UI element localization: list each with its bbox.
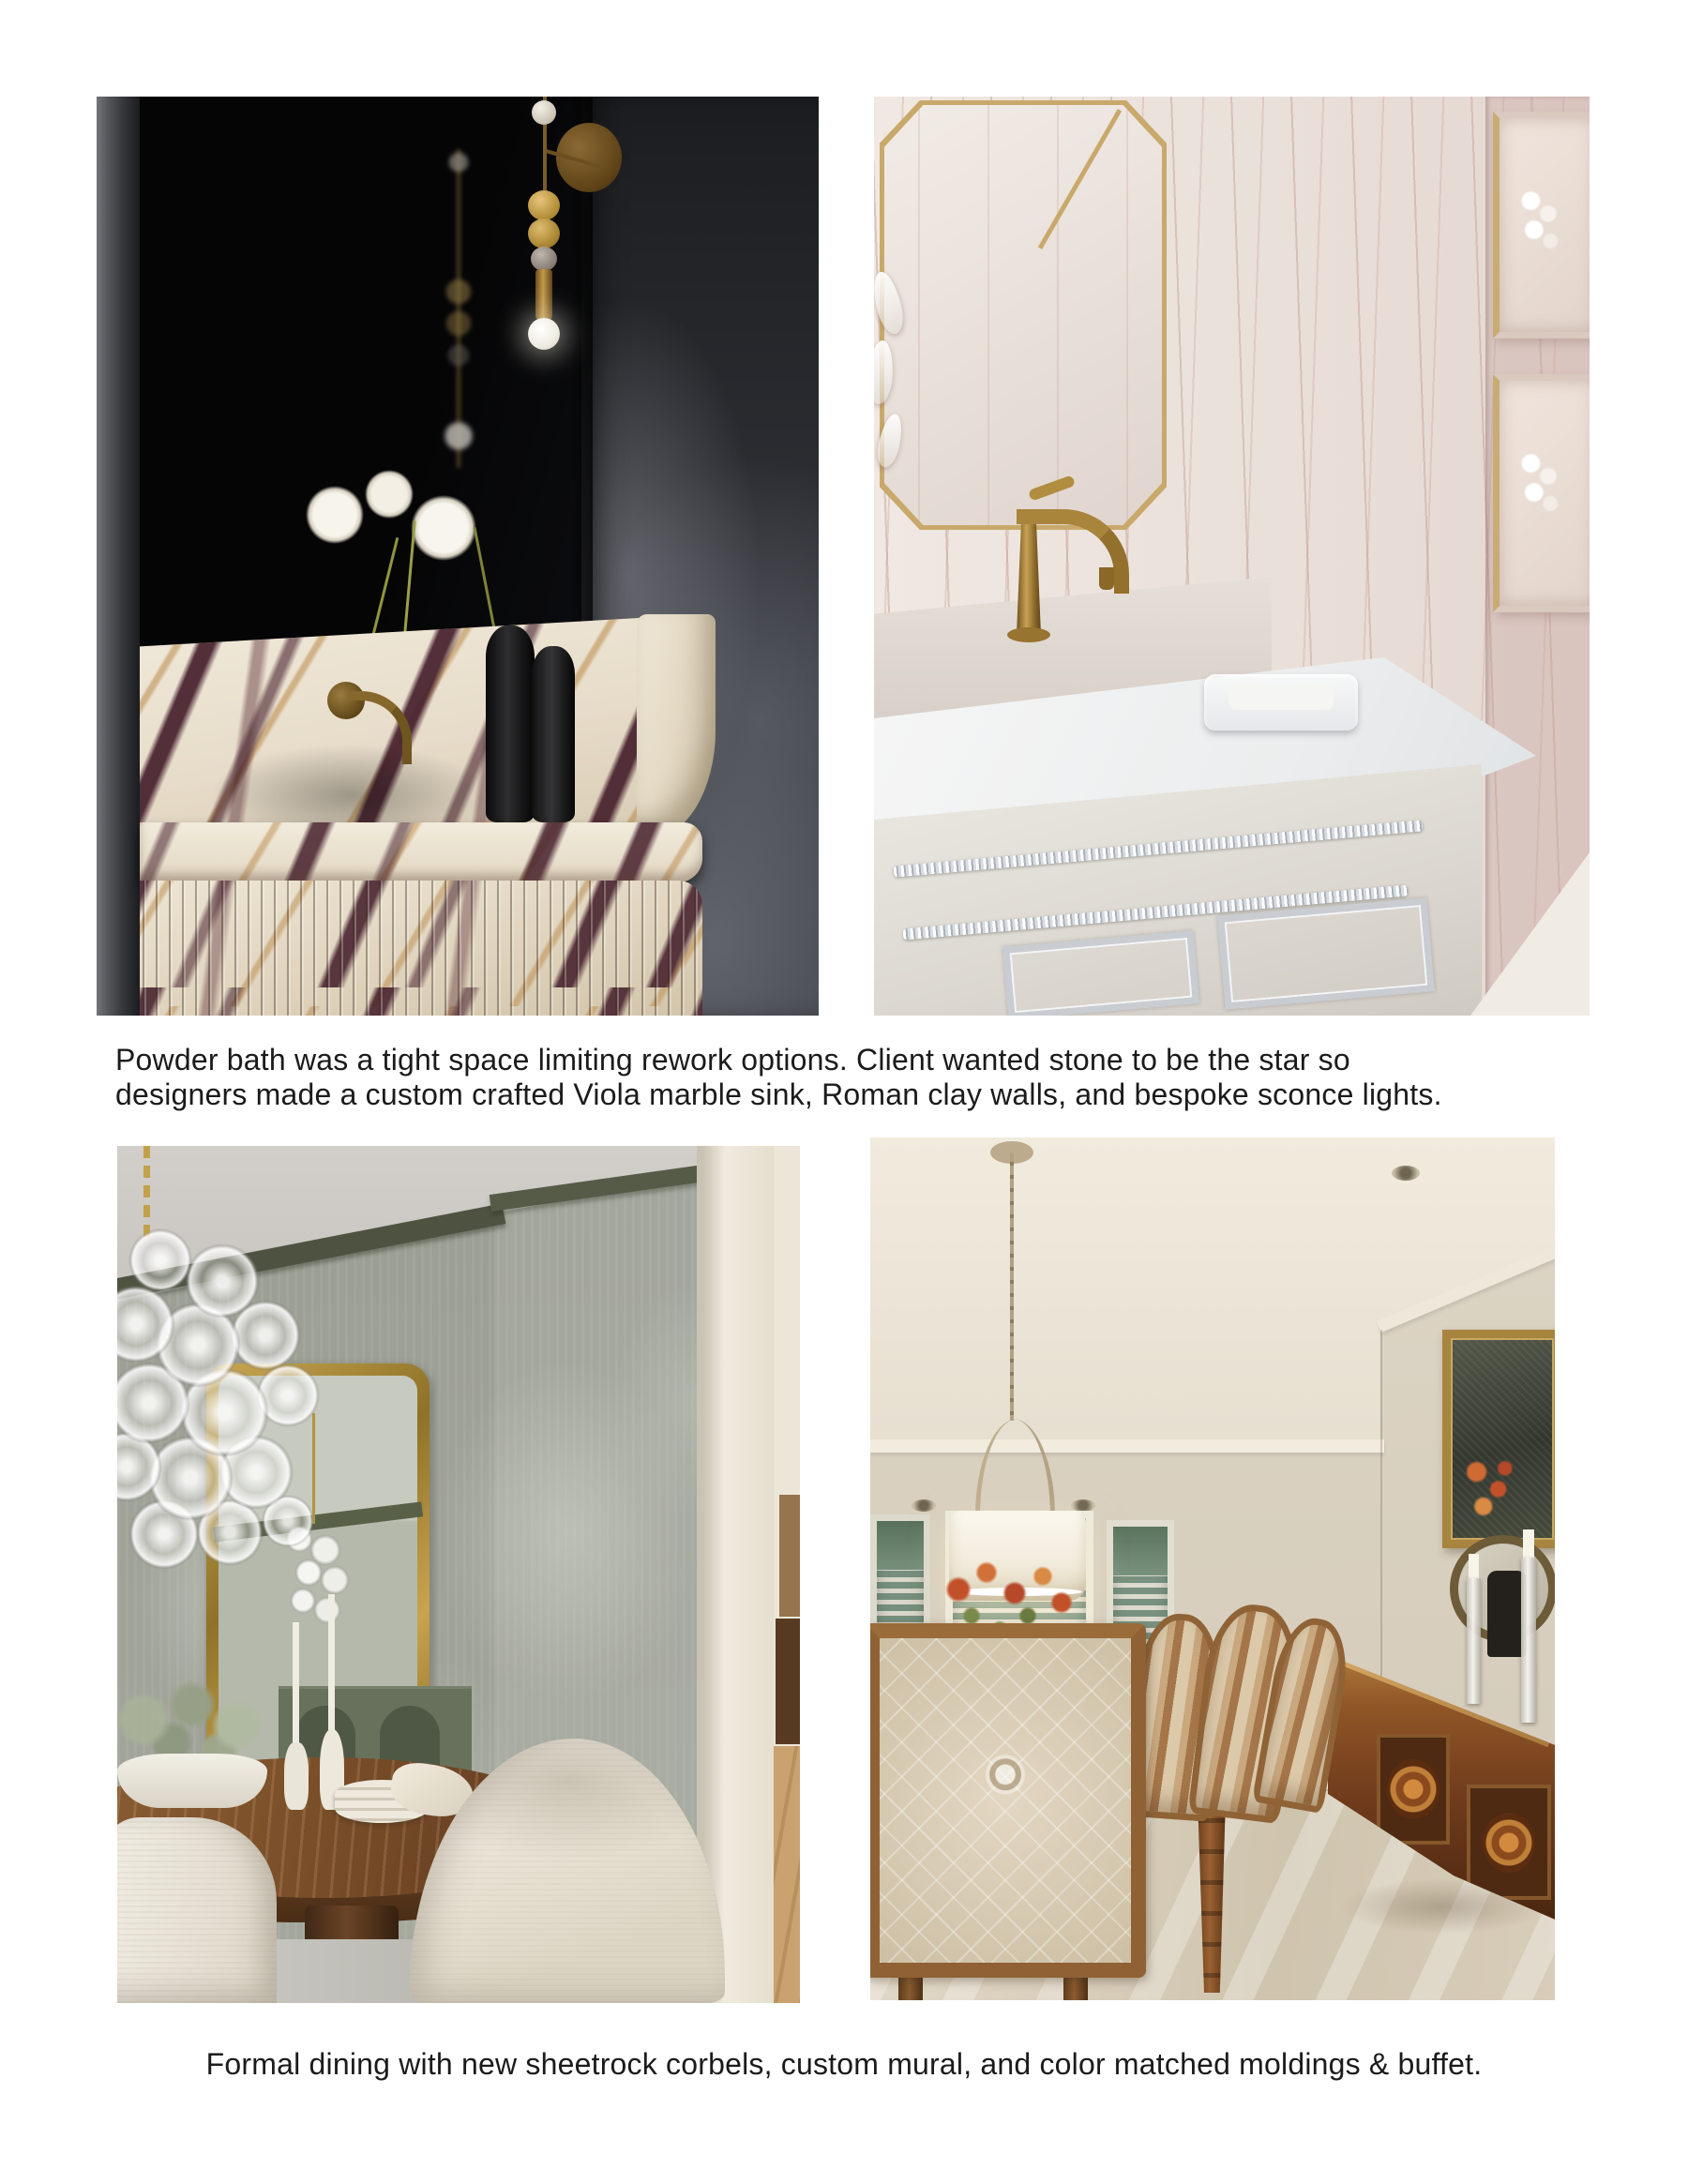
sconce-brass-body — [535, 269, 552, 322]
cabinet-door-panel — [1002, 930, 1199, 1016]
pillar-candle — [1469, 1554, 1479, 1580]
sconce-amber-bead — [528, 190, 560, 220]
gold-reflection — [1038, 109, 1122, 249]
crystal-bloom — [1515, 441, 1569, 521]
glass-candlestick — [1521, 1558, 1536, 1723]
crown-molding-back — [870, 1439, 1384, 1453]
hallway-strip — [774, 1146, 800, 2003]
buffet-door — [1467, 1785, 1551, 1900]
wood-cabinet — [776, 1619, 800, 1744]
cabinet-door-panel — [1217, 897, 1435, 1009]
wall-relief-panel — [1493, 112, 1590, 339]
white-pedestal-bowl — [117, 1754, 267, 1808]
pillar-candle — [1523, 1529, 1534, 1559]
caption-powder-bath — [115, 1043, 1635, 1112]
buffet-door — [1377, 1734, 1450, 1845]
sconce-globe — [528, 318, 560, 350]
crystal-leaf — [874, 339, 895, 405]
candle-holder — [284, 1742, 309, 1810]
wall-relief-panel — [1493, 374, 1590, 612]
fluted-marble-apron — [140, 881, 702, 1016]
caption-line: designers made a custom crafted Viola marble sink, Roman clay walls, and bespoke sconce lights. — [115, 1077, 1442, 1111]
crystal-bloom — [1515, 178, 1569, 259]
bubble-chandelier — [117, 1227, 339, 1602]
faucet-tip — [1099, 567, 1114, 590]
photo-powder-bath-vanity — [874, 97, 1590, 1016]
crystal-sconce — [874, 271, 940, 515]
sconce-reflection — [423, 149, 494, 468]
glass-candlestick — [1467, 1578, 1481, 1704]
photo-dining-room-mural — [117, 1146, 800, 2003]
oak-floor — [774, 1746, 800, 2003]
black-bottle-vase — [486, 625, 535, 822]
marble-counter — [140, 822, 702, 882]
taper-candle — [293, 1622, 299, 1746]
caption-line: Formal dining with new sheetrock corbels, custom mural, and color matched moldings & buffet. — [205, 2047, 1483, 2081]
recessed-light — [1392, 1166, 1420, 1181]
gold-framed-painting — [1442, 1330, 1555, 1548]
soap-bar — [1228, 684, 1334, 710]
sconce-white-bead — [532, 100, 556, 125]
caption-line: Powder bath was a tight space limiting rework options. Client wanted stone to be the star so — [115, 1043, 1350, 1077]
window-greenery — [1113, 1527, 1168, 1575]
window-greenery — [877, 1521, 924, 1570]
painting-flowers — [1456, 1446, 1524, 1532]
photo-powder-bath-sink — [97, 97, 819, 1016]
buffet-top-edge — [1321, 1649, 1551, 1747]
chandelier-chain — [143, 1146, 150, 1240]
sconce-amber-bead — [528, 218, 560, 249]
faucet-base — [1007, 627, 1050, 642]
damask-chair-back — [870, 1623, 1146, 1978]
boucle-chair — [117, 1817, 277, 2003]
pendant-chain — [1010, 1152, 1014, 1421]
window-valance — [779, 1495, 800, 1617]
soap-dish — [1204, 674, 1358, 731]
door-trim — [97, 97, 140, 1016]
black-bottle-vase — [532, 646, 575, 822]
sconce-gray-bead — [531, 247, 557, 271]
white-peonies — [295, 470, 483, 634]
taper-candle — [328, 1594, 335, 1735]
recessed-light — [912, 1499, 936, 1512]
carved-rosette — [1483, 1813, 1535, 1873]
sparkle-trim — [894, 820, 1424, 877]
crystal-leaf — [874, 412, 906, 469]
crystal-leaf — [874, 269, 908, 337]
photo-dining-room-buffet — [870, 1137, 1555, 2000]
caption-formal-dining — [0, 2047, 1688, 2082]
carved-rosette — [1387, 1759, 1439, 1819]
bespoke-sconce — [502, 97, 607, 378]
